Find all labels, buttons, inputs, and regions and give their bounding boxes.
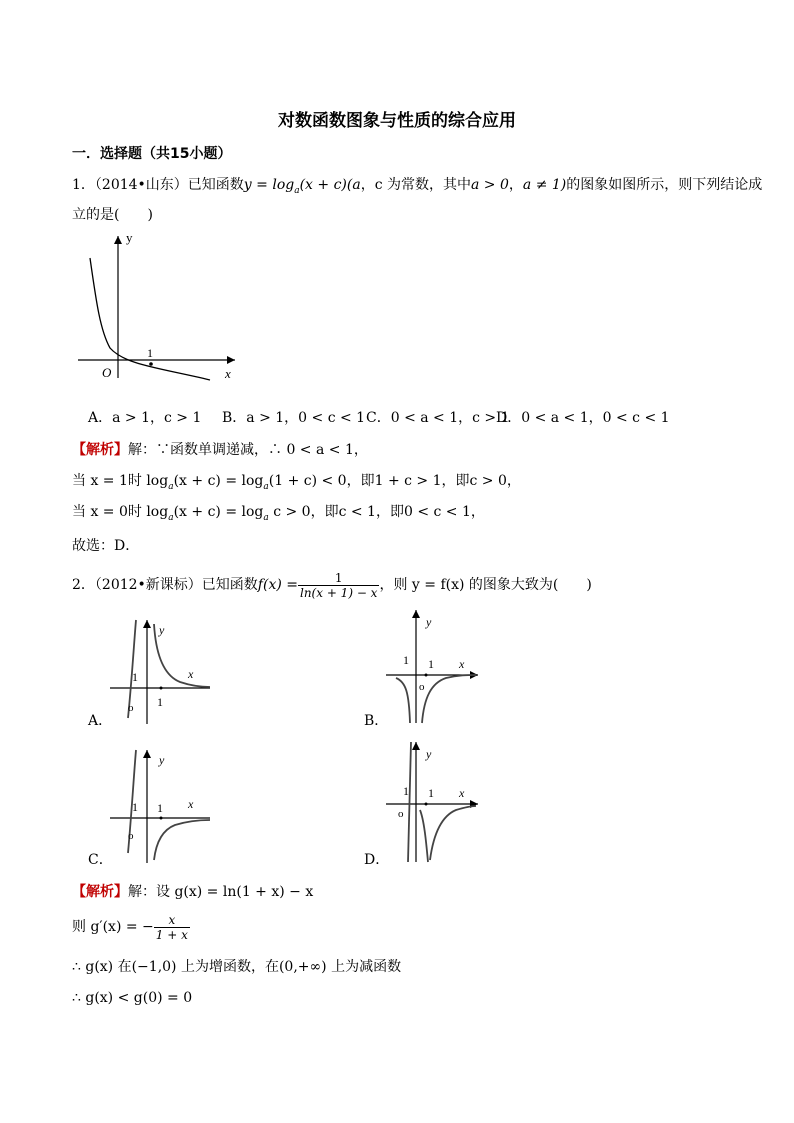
q1-option-c: C．0 < a < 1，c > 1 [366, 410, 510, 426]
q2-a-tick-x: 1 [157, 695, 163, 709]
q1-a2-sub1: a [168, 481, 174, 492]
q1-a3-sub1: a [168, 512, 174, 523]
q2-b-y-label: y [426, 615, 432, 629]
q2-analysis-line3: ∴ g(x) 在(−1,0) 上为增函数，在(0,+∞) 上为减函数 [72, 959, 402, 975]
q2-stem-denominator: ln(x + 1) − x [299, 585, 378, 600]
q2-a2-numerator: x [154, 913, 190, 928]
q2-stem-pre: 2．（2012•新课标）已知函数 [72, 577, 258, 593]
q1-graph [70, 230, 240, 380]
q2-c-y-label: y [159, 753, 165, 767]
q1-option-b: B．a > 1，0 < c < 1 [222, 410, 366, 426]
q2-option-d-label: D． [364, 852, 390, 868]
q2-c-x-label: x [188, 797, 194, 811]
q1-stem-line1 [72, 176, 762, 200]
q2-a2-fraction [154, 913, 190, 942]
q2-stem [72, 570, 592, 600]
q2-graph-d [386, 740, 496, 866]
q1-stem-post: 的图象如图所示，则下列结论成 [566, 177, 763, 193]
q2-analysis-line2 [72, 912, 190, 942]
q1-tick-label: 1 [147, 346, 153, 360]
q1-a3-pre: 当 x = 0时 log [72, 504, 169, 520]
q2-stem-f: f(x) = [257, 577, 298, 593]
q1-stem-mid: ，c 为常数，其中 [360, 177, 471, 193]
q2-a-y-label: y [159, 623, 165, 637]
q2-c-origin: o [128, 830, 134, 842]
q1-y-arrow [114, 236, 122, 244]
q2-analysis-line1 [72, 883, 313, 901]
q1-a2-post: (1 + c) < 0，即1 + c > 1，即c > 0， [268, 473, 521, 489]
q1-analysis-line1 [72, 441, 368, 459]
q1-a2-mid: (x + c) = log [173, 473, 264, 489]
q2-option-b-label: B． [364, 713, 389, 729]
page-title: 对数函数图象与性质的综合应用 [278, 111, 516, 131]
q2-option-c-label: C． [88, 852, 113, 868]
q2-b-tick-x: 1 [428, 657, 434, 671]
q1-sep: ， [508, 177, 523, 193]
q1-a2-sub2: a [263, 481, 269, 492]
q2-a2-denominator: 1 + x [155, 927, 188, 942]
q2-analysis-tag: 【解析】 [72, 884, 128, 900]
q2-stem-post: ，则 y = f(x) 的图象大致为( ) [379, 577, 592, 593]
q1-stem-line2: 立的是( ) [72, 207, 153, 223]
q2-c-tick-x: 1 [157, 801, 163, 815]
q2-a-tick-y: 1 [132, 670, 138, 684]
q1-option-a: A．a > 1，c > 1 [88, 410, 202, 426]
q1-formula: y = log [243, 177, 295, 193]
q1-analysis-line3 [72, 503, 485, 527]
q2-d-origin: o [398, 808, 404, 820]
q1-a3-post: c > 0，即c < 1，即0 < c < 1， [268, 504, 485, 520]
q1-x-arrow [227, 356, 235, 364]
q2-b-tick-y: 1 [403, 653, 409, 667]
q2-analysis-line4: ∴ g(x) < g(0) = 0 [72, 990, 193, 1006]
q2-stem-fraction [298, 571, 379, 600]
q1-x-label: x [225, 366, 231, 381]
q2-a-origin: o [128, 702, 134, 714]
q2-graph-c [110, 748, 220, 866]
q1-a3-mid: (x + c) = log [173, 504, 264, 520]
q1-a3-sub2: a [263, 512, 269, 523]
q2-d-tick-y: 1 [403, 784, 409, 798]
q2-d-y-label: y [426, 747, 432, 761]
q1-analysis-line2 [72, 472, 521, 496]
q2-a2-pre: 则 g′(x) = − [72, 919, 154, 935]
q2-option-a-label: A． [88, 713, 113, 729]
q2-graph-a [110, 618, 220, 728]
q2-analysis-text1: 解：设 g(x) = ln(1 + x) − x [128, 884, 314, 900]
q1-analysis-tag: 【解析】 [72, 442, 128, 458]
q1-analysis-text1: 解：∵函数单调递减，∴ 0 < a < 1， [128, 442, 368, 458]
q2-d-x-label: x [459, 786, 465, 800]
q1-formula-sub: a [294, 185, 300, 196]
q1-cond2: a ≠ 1) [522, 177, 567, 193]
q2-c-tick-y: 1 [132, 800, 138, 814]
q1-point [149, 362, 153, 366]
q1-formula-arg: (x + c)(a [299, 177, 361, 193]
q2-graph-b [386, 608, 496, 728]
section-heading: 一．选择题（共15小题） [72, 146, 232, 162]
q1-y-label: y [126, 230, 133, 245]
q2-b-origin: o [419, 681, 425, 693]
q2-a-x-label: x [188, 667, 194, 681]
q1-curve [90, 258, 210, 380]
q1-cond1: a > 0 [471, 177, 509, 193]
q1-answer: 故选：D． [72, 538, 140, 554]
q1-origin-label: O [102, 365, 112, 380]
q1-a2-pre: 当 x = 1时 log [72, 473, 169, 489]
q1-option-d: D．0 < a < 1，0 < c < 1 [496, 410, 670, 426]
q2-stem-numerator: 1 [298, 571, 379, 586]
q2-b-x-label: x [459, 657, 465, 671]
q1-stem-pre: 1．（2014•山东）已知函数 [72, 177, 244, 193]
q2-d-tick-x: 1 [428, 786, 434, 800]
